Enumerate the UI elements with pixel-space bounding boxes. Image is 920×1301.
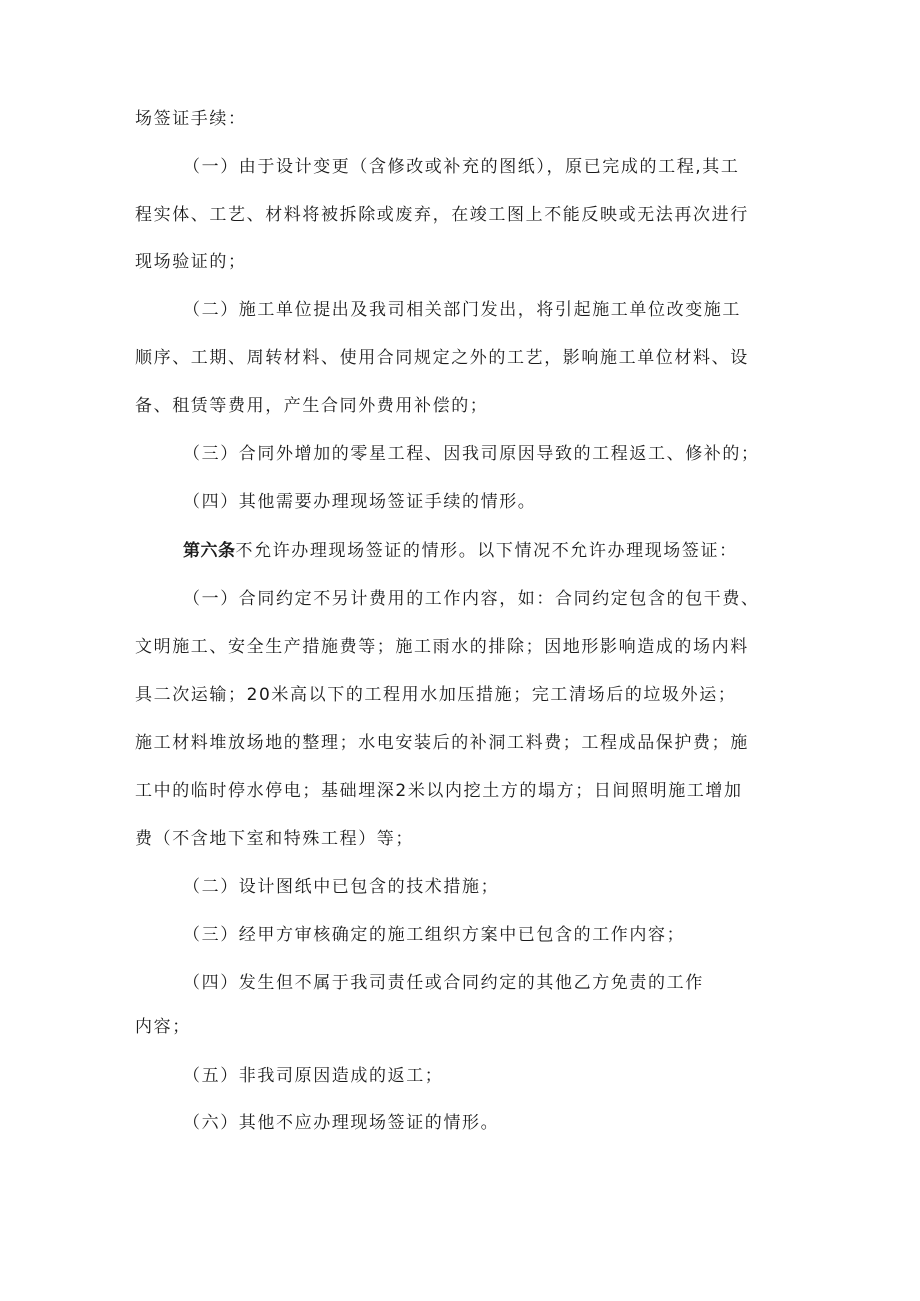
paragraph-line: 程实体、工艺、材料将被拆除或废弃，在竣工图上不能反映或无法再次进行 xyxy=(135,205,749,225)
paragraph-line: （六）其他不应办理现场签证的情形。 xyxy=(183,1113,500,1133)
article-6-label: 第六条 xyxy=(183,541,236,561)
article-6-text: 不允许办理现场签证的情形。以下情况不允许办理现场签证： xyxy=(235,541,738,561)
paragraph-line: 现场验证的； xyxy=(135,252,247,272)
paragraph-line: （二）设计图纸中已包含的技术措施； xyxy=(183,877,500,897)
paragraph-line: 施工材料堆放场地的整理；水电安装后的补洞工料费；工程成品保护费；施 xyxy=(135,733,749,753)
paragraph-line: （五）非我司原因造成的返工； xyxy=(183,1066,444,1086)
paragraph-line: （四）其他需要办理现场签证手续的情形。 xyxy=(183,492,537,512)
intro-tail-line: 场签证手续： xyxy=(135,109,247,129)
paragraph-line: 备、租赁等费用，产生合同外费用补偿的； xyxy=(135,396,489,416)
paragraph-line: 工中的临时停水停电；基础埋深2米以内挖土方的塌方；日间照明施工增加 xyxy=(135,781,743,801)
paragraph-line: （一）合同约定不另计费用的工作内容，如：合同约定包含的包干费、 xyxy=(183,589,760,609)
paragraph-line: 顺序、工期、周转材料、使用合同规定之外的工艺，影响施工单位材料、设 xyxy=(135,348,749,368)
article-6-heading xyxy=(183,539,738,563)
paragraph-line: 具二次运输；20米高以下的工程用水加压措施；完工清场后的垃圾外运； xyxy=(135,685,737,705)
paragraph-line: 内容； xyxy=(135,1017,191,1037)
paragraph-line: 费（不含地下室和特殊工程）等； xyxy=(135,829,414,849)
paragraph-line: （一）由于设计变更（含修改或补充的图纸），原已完成的工程,其工 xyxy=(183,157,740,177)
paragraph-line: 文明施工、安全生产措施费等；施工雨水的排除；因地形影响造成的场内料 xyxy=(135,637,749,657)
paragraph-line: （四）发生但不属于我司责任或合同约定的其他乙方免责的工作 xyxy=(183,973,704,993)
paragraph-line: （三）合同外增加的零星工程、因我司原因导致的工程返工、修补的； xyxy=(183,444,760,464)
paragraph-line: （二）施工单位提出及我司相关部门发出，将引起施工单位改变施工 xyxy=(183,300,741,320)
paragraph-line: （三）经甲方审核确定的施工组织方案中已包含的工作内容； xyxy=(183,925,686,945)
